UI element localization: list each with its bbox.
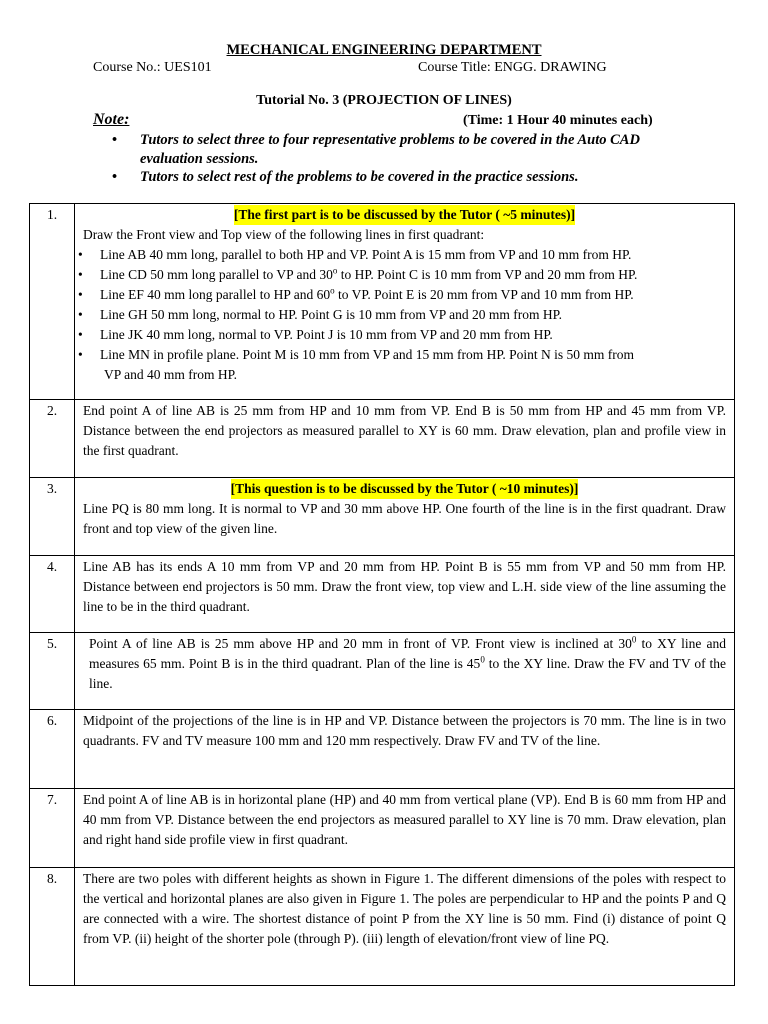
question-row-8 [30, 868, 735, 986]
question-row-3 [30, 478, 735, 556]
question-row-2 [30, 400, 735, 478]
question-number: 7. [30, 789, 75, 868]
note-item: • Tutors to select rest of the problems to be covered in the practice sessions. [112, 168, 692, 187]
question-row-1 [30, 204, 735, 400]
question-number: 5. [30, 633, 75, 710]
question-row-6 [30, 710, 735, 789]
tutor-highlight: [The first part is to be discussed by the Tutor ( ~5 minutes)] [234, 205, 575, 225]
question-number: 4. [30, 556, 75, 633]
course-number: Course No.: UES101 [93, 60, 212, 75]
note-list [112, 131, 692, 187]
note-item: • Tutors to select three to four representative problems to be covered in the Auto CAD evaluation sessions. [112, 131, 692, 168]
line-list [83, 245, 726, 385]
question-text: Line PQ is 80 mm long. It is normal to VP and 30 mm above HP. One fourth of the line is in the first quadrant. Draw front and top view of the given line. [83, 501, 726, 536]
question-row-5 [30, 633, 735, 710]
question-number: 2. [30, 400, 75, 478]
list-item: • Line GH 50 mm long, normal to HP. Point G is 10 mm from VP and 20 mm from HP. [83, 305, 726, 325]
question-text: End point A of line AB is 25 mm from HP and 10 mm from VP. End B is 50 mm from HP and 45 mm from VP. Distance between the end projectors as measured parallel to XY is 60 mm. Draw elevation, plan and profile view in the first quadrant. [75, 400, 735, 478]
question-number: 3. [30, 478, 75, 556]
question-row-4 [30, 556, 735, 633]
note-label: Note: [93, 111, 130, 128]
question-number: 8. [30, 868, 75, 986]
tutor-highlight: [This question is to be discussed by the Tutor ( ~10 minutes)] [231, 479, 579, 499]
question-text: End point A of line AB is in horizontal plane (HP) and 40 mm from vertical plane (VP). End B is 60 mm from HP and 40 mm from VP. Distance between the end projectors as measured parallel to XY line is 70 mm. Draw elevation, plan and right hand side profile view in first quadrant. [75, 789, 735, 868]
question-text: Point A of line AB is 25 mm above HP and 20 mm in front of VP. Front view is inclined at $30^0$ to XY line and measures 65 mm. Point B is in the third quadrant. Plan of the line is $45^0$ to the XY line. Draw the FV and TV of the line. [75, 633, 735, 710]
list-item: • Line CD 50 mm long parallel to VP and 30$^o$ to HP. Point C is 10 mm from VP and 20 mm from HP. [83, 265, 726, 285]
time-allotment: (Time: 1 Hour 40 minutes each) [463, 113, 653, 128]
question-body [75, 204, 735, 400]
question-number: 6. [30, 710, 75, 789]
tutorial-title: Tutorial No. 3 (PROJECTION OF LINES) [256, 93, 512, 108]
question-body [75, 478, 735, 556]
questions-table [29, 203, 735, 986]
question-number: 1. [30, 204, 75, 400]
question-row-7 [30, 789, 735, 868]
list-item: • Line AB 40 mm long, parallel to both HP and VP. Point A is 15 mm from VP and 10 mm from HP. [83, 245, 726, 265]
department-heading: MECHANICAL ENGINEERING DEPARTMENT [226, 42, 542, 58]
course-title: Course Title: ENGG. DRAWING [418, 60, 607, 75]
question-text: Draw the Front view and Top view of the following lines in first quadrant: [83, 227, 485, 242]
question-text: Line AB has its ends A 10 mm from VP and 20 mm from HP. Point B is 55 mm from VP and 50 mm from HP. Distance between end projectors is 50 mm. Draw the front view, top view and L.H. side view of the line assuming the line to be in the third quadrant. [75, 556, 735, 633]
question-text: Midpoint of the projections of the line is in HP and VP. Distance between the projectors is 70 mm. The line is in two quadrants. FV and TV measure 100 mm and 120 mm respectively. Draw FV and TV of the line. [75, 710, 735, 789]
question-text: There are two poles with different heights as shown in Figure 1. The different dimensions of the poles with respect to the vertical and horizontal planes are also given in Figure 1. The poles are perpendicular to HP and the points P and Q are connected with a wire. The shortest distance of point P from the XY line is 50 mm. Find (i) distance of point Q from VP. (ii) height of the shorter pole (through P). (iii) length of elevation/front view of line PQ. [75, 868, 735, 986]
list-item: • Line EF 40 mm long parallel to HP and 60$^o$ to VP. Point E is 20 mm from VP and 10 mm from HP. [83, 285, 726, 305]
list-item: • Line JK 40 mm long, normal to VP. Point J is 10 mm from VP and 20 mm from HP. [83, 325, 726, 345]
list-item: • Line MN in profile plane. Point M is 10 mm from VP and 15 mm from HP. Point N is 50 mm from VP and 40 mm from HP. [83, 345, 726, 385]
